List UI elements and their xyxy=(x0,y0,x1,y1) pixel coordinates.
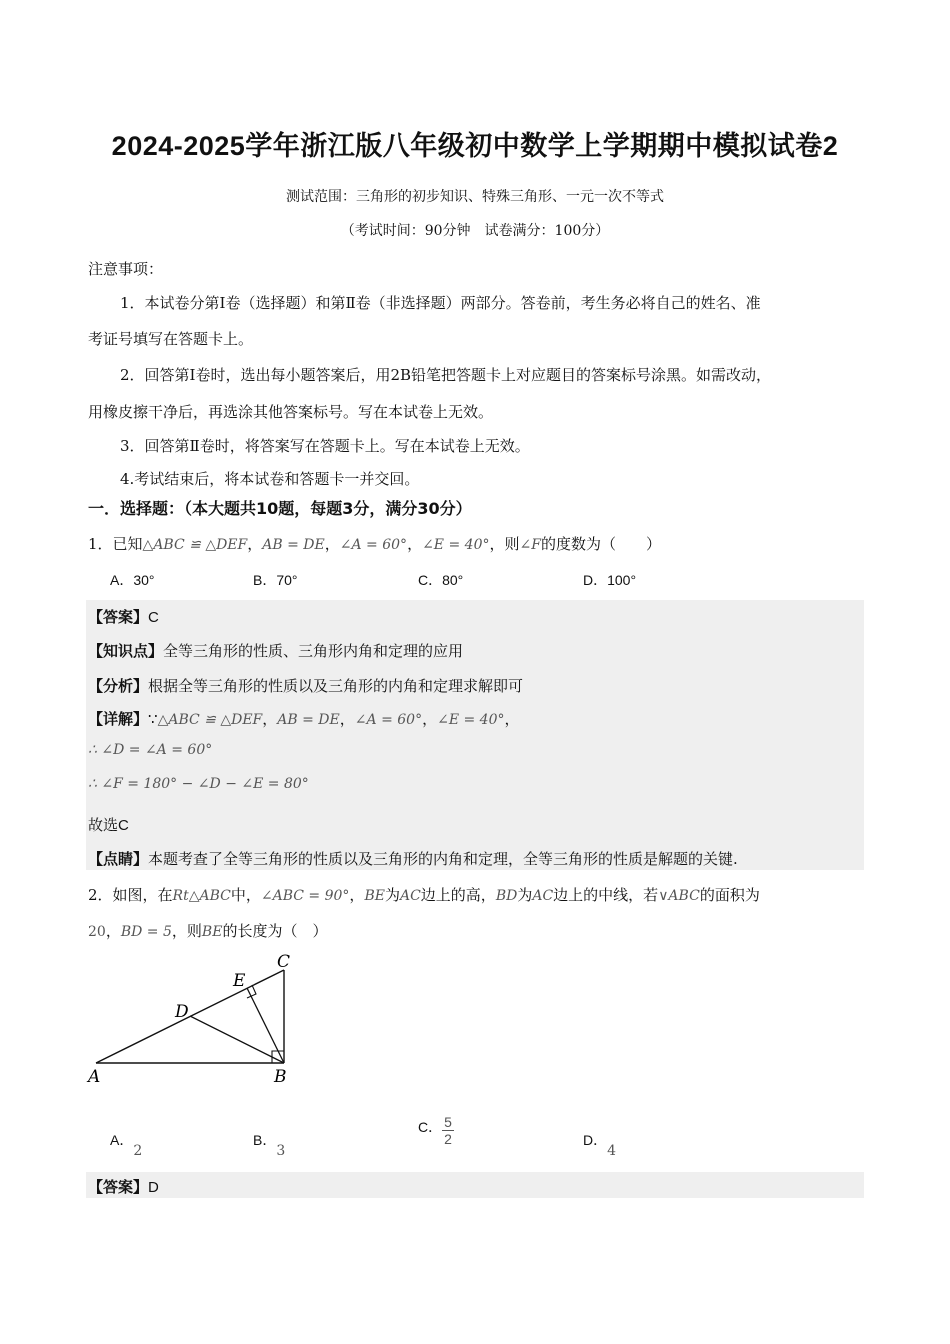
q2-option-b[interactable] xyxy=(253,1130,286,1159)
detail-tag: 【详解】 xyxy=(88,710,149,728)
q1-option-d[interactable]: D．100° xyxy=(583,572,637,588)
q2-text-d: 为 xyxy=(384,886,400,904)
analysis-tag: 【分析】 xyxy=(88,677,149,695)
q2-math-9: BD = 5 xyxy=(120,924,172,940)
label-a: A xyxy=(88,1067,101,1087)
q2-text-c: ， xyxy=(349,886,365,904)
q1-sep-1: ， xyxy=(247,535,263,553)
q2-text-j: ，则 xyxy=(171,922,202,940)
notice-item-1-line-1: 1．本试卷分第Ⅰ卷（选择题）和第Ⅱ卷（非选择题）两部分。答卷前，考生务必将自己的姓名、准 xyxy=(120,294,761,312)
detail-math-3: ∠A = 60° xyxy=(354,712,423,728)
q1-eq-3: ∠E = 40° xyxy=(422,537,490,553)
q2-math-10: BE xyxy=(201,924,223,940)
q1-eq-1: AB = DE xyxy=(262,537,325,553)
section-heading: 一．选择题：（本大题共10题，每题3分，满分30分） xyxy=(88,499,472,518)
triangle-figure xyxy=(84,948,314,1088)
analysis-text: 根据全等三角形的性质以及三角形的内角和定理求解即可 xyxy=(148,677,524,695)
detail-math-4: ∠E = 40° xyxy=(437,712,505,728)
notice-item-4: 4.考试结束后，将本试卷和答题卡一并交回。 xyxy=(120,470,420,488)
q2-option-b-label: B． xyxy=(253,1132,277,1148)
q2-text-b: 中， xyxy=(230,886,261,904)
q1-knowledge xyxy=(88,640,463,661)
q2-math-3: BE xyxy=(364,888,385,904)
q2-option-d[interactable] xyxy=(583,1130,617,1159)
q2-math-2: ∠ABC = 90° xyxy=(260,888,350,904)
label-e: E xyxy=(233,971,246,991)
fraction-denominator: 2 xyxy=(444,1131,452,1147)
q1-step-1: ∴ ∠D = ∠A = 60° xyxy=(88,742,213,758)
choose-value: C xyxy=(118,817,129,834)
question-2-stem-line-2 xyxy=(88,920,327,941)
q2-option-c-fraction xyxy=(442,1114,454,1147)
q1-analysis xyxy=(88,675,523,696)
q2-text-i: ， xyxy=(105,922,121,940)
q2-math-5: BD xyxy=(495,888,518,904)
q2-option-d-label: D． xyxy=(583,1132,608,1148)
q2-text-f: 为 xyxy=(517,886,533,904)
q2-text-k: 的长度为（ ） xyxy=(222,922,328,940)
q1-sep-2: ， xyxy=(324,535,340,553)
notice-item-3: 3．回答第Ⅱ卷时，将答案写在答题卡上。写在本试卷上无效。 xyxy=(120,437,530,455)
answer-tag: 【答案】 xyxy=(88,1178,149,1196)
altitude-be xyxy=(247,988,284,1063)
q1-comment xyxy=(88,848,738,869)
q2-option-a[interactable] xyxy=(110,1130,143,1159)
q1-option-a[interactable]: A．30° xyxy=(110,572,155,588)
q2-text-g: 边上的中线，若 xyxy=(553,886,659,904)
q1-eq-2: ∠A = 60° xyxy=(339,537,408,553)
knowledge-text: 全等三角形的性质、三角形内角和定理的应用 xyxy=(163,642,464,660)
answer-value: D xyxy=(148,1179,159,1196)
notice-item-1-line-2: 考证号填写在答题卡上。 xyxy=(88,330,254,348)
q2-math-8: 20 xyxy=(88,924,106,940)
q2-option-a-value: 2 xyxy=(133,1143,143,1159)
q2-option-d-value: 4 xyxy=(607,1143,617,1159)
q1-detail: 【详解】∵△ABC ≌ △DEF，AB = DE，∠A = 60°，∠E = 40°， xyxy=(88,710,520,728)
q2-option-b-value: 3 xyxy=(276,1143,286,1159)
q2-solution-box xyxy=(86,1172,864,1198)
notice-item-2-line-1: 2．回答第Ⅰ卷时，选出每小题答案后，用2B铅笔把答题卡上对应题目的答案标号涂黑。如需改动， xyxy=(120,366,772,384)
q2-text-h: 的面积为 xyxy=(699,886,760,904)
q2-option-c[interactable] xyxy=(418,1114,454,1147)
q2-option-c-label: C． xyxy=(418,1119,443,1136)
detail-math-2: AB = DE xyxy=(277,712,340,728)
detail-math-1: △ABC ≌ △DEF xyxy=(157,712,263,728)
q2-math-1: Rt△ABC xyxy=(172,888,231,904)
label-d: D xyxy=(175,1002,189,1022)
time-info: （考试时间：90分钟 试卷满分：100分） xyxy=(340,223,610,239)
comment-tag: 【点睛】 xyxy=(88,850,149,868)
page-title: 2024-2025学年浙江版八年级初中数学上学期期中模拟试卷2 xyxy=(111,131,839,161)
question-2-stem-line-1 xyxy=(88,884,760,905)
q1-solution-box xyxy=(86,600,864,870)
q2-math-7: ∨ABC xyxy=(658,888,700,904)
q2-answer xyxy=(88,1176,159,1197)
q1-answer xyxy=(88,606,159,627)
q2-text-a: 2．如图，在 xyxy=(88,886,173,904)
q1-option-b[interactable]: B．70° xyxy=(253,572,298,588)
q1-angle-f: ∠F xyxy=(519,537,541,553)
q2-option-a-label: A． xyxy=(110,1132,134,1148)
median-bd xyxy=(190,1016,284,1063)
question-1-stem xyxy=(88,533,661,554)
because-symbol: ∵ xyxy=(148,710,158,728)
label-b: B xyxy=(274,1067,287,1087)
q1-congruence: △ABC ≌ △DEF xyxy=(142,537,248,553)
notice-item-2-line-2: 用橡皮擦干净后，再选涂其他答案标号。写在本试卷上无效。 xyxy=(88,403,494,421)
label-c: C xyxy=(277,952,291,972)
q1-choose xyxy=(88,814,129,835)
right-angle-mark-b xyxy=(272,1051,284,1063)
q2-math-6: AC xyxy=(532,888,554,904)
test-scope: 测试范围：三角形的初步知识、特殊三角形、一元一次不等式 xyxy=(286,189,664,205)
q1-prefix: 1．已知 xyxy=(88,535,143,553)
notice-heading: 注意事项： xyxy=(88,260,164,278)
fraction-numerator: 5 xyxy=(444,1114,452,1130)
q2-text-e: 边上的高， xyxy=(420,886,496,904)
q2-math-4: AC xyxy=(399,888,421,904)
q1-sep-3: ， xyxy=(407,535,423,553)
knowledge-tag: 【知识点】 xyxy=(88,642,164,660)
q1-option-c[interactable]: C．80° xyxy=(418,572,464,588)
answer-tag: 【答案】 xyxy=(88,608,149,626)
q1-tail: 的度数为（ ） xyxy=(540,535,661,553)
q1-tail-pre: ，则 xyxy=(489,535,520,553)
answer-value: C xyxy=(148,609,159,626)
comment-text: 本题考查了全等三角形的性质以及三角形的内角和定理，全等三角形的性质是解题的关键. xyxy=(148,850,738,868)
choose-text: 故选 xyxy=(88,816,119,834)
q1-step-2: ∴ ∠F = 180° − ∠D − ∠E = 80° xyxy=(88,776,309,792)
